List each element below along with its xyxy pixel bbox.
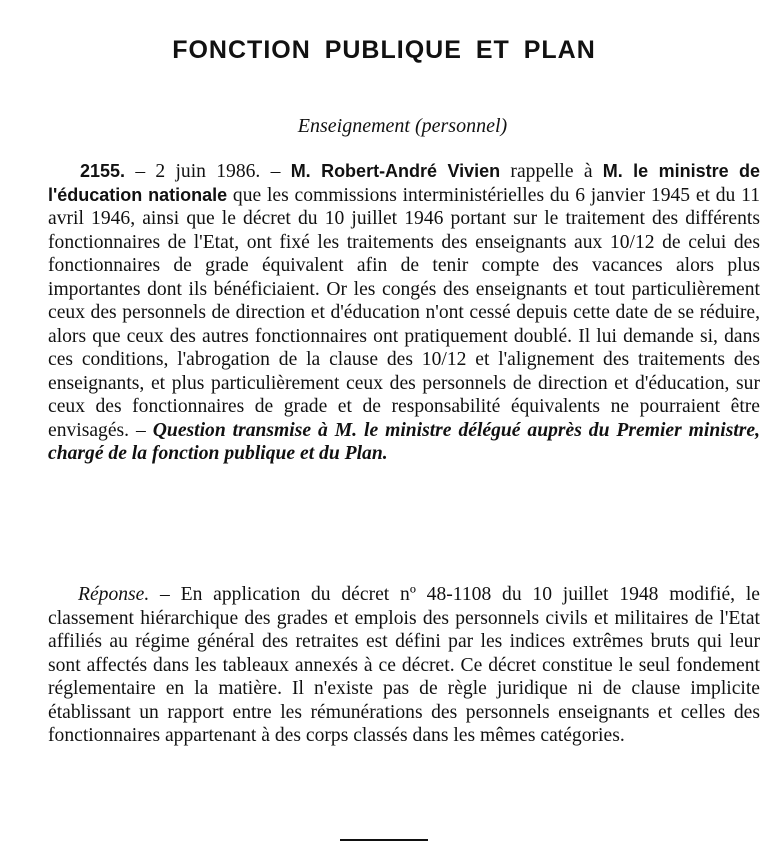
question-text: que les commissions interministérielles du 6 janvier 1945 et du 11 avril 1946, ainsi que le décret du 10 juillet 1946 portant sur le traitement des différents fonctionnaires de l'Etat, ont fixé les traitements des enseignants aux 10/12 de celui des fonctionnaires de grade équivalent afin de tenir compte des vacances alors plus importantes dont ils bénéficiaient. Or les congés des enseignants et tout particulièrement ceux des personnels de direction et d'éducation n'ont cessé depuis cette date de se réduire, alors que ceux des autres fonctionnaires ont pratiquement doublé. Il lui demande si, dans ces conditions, l'abrogation de la clause des 10/12 et l'alignement des traitements des enseignants, et plus particulièrement ceux des personnels de direction et d'éducation, sur ceux des fonctionnaires de grade et de responsabilité équivalents ne pourraient être envisagés. –	[48, 184, 760, 441]
question-author: M. Robert-André Vivien	[290, 161, 501, 181]
question-verb: rappelle à	[500, 161, 603, 182]
question-date: – 2 juin 1986. –	[125, 161, 291, 182]
answer-paragraph	[48, 583, 760, 748]
question-addressee: M. le ministre de l'éducation nationale	[48, 161, 760, 205]
answer-text: – En application du décret nº 48-1108 du 10 juillet 1948 modifié, le classement hiérarchique des grades et emplois des personnels civils et militaires de l'Etat affiliés au régime général des retraites est défini par les indices extrêmes bruts qui leur sont affectés dans les tableaux annexés à ce décret. Ce décret constitue le seul fondement réglementaire en la matière. Il n'existe pas de règle juridique ni de clause implicite établissant un rapport entre les rémunérations des personnels enseignants et celles des fonctionnaires appartenant à des corps classés dans les mêmes catégories.	[48, 584, 760, 746]
question-number: 2155.	[80, 161, 126, 181]
question-transmission: Question transmise à M. le ministre délégué auprès du Premier ministre, chargé de la fonction publique et du Plan.	[48, 419, 760, 464]
answer-label: Réponse.	[78, 584, 150, 605]
end-rule-divider	[340, 839, 428, 841]
question-paragraph	[48, 160, 760, 466]
section-title: FONCTION PUBLIQUE ET PLAN	[172, 36, 596, 64]
rubric-heading: Enseignement (personnel)	[297, 115, 508, 137]
